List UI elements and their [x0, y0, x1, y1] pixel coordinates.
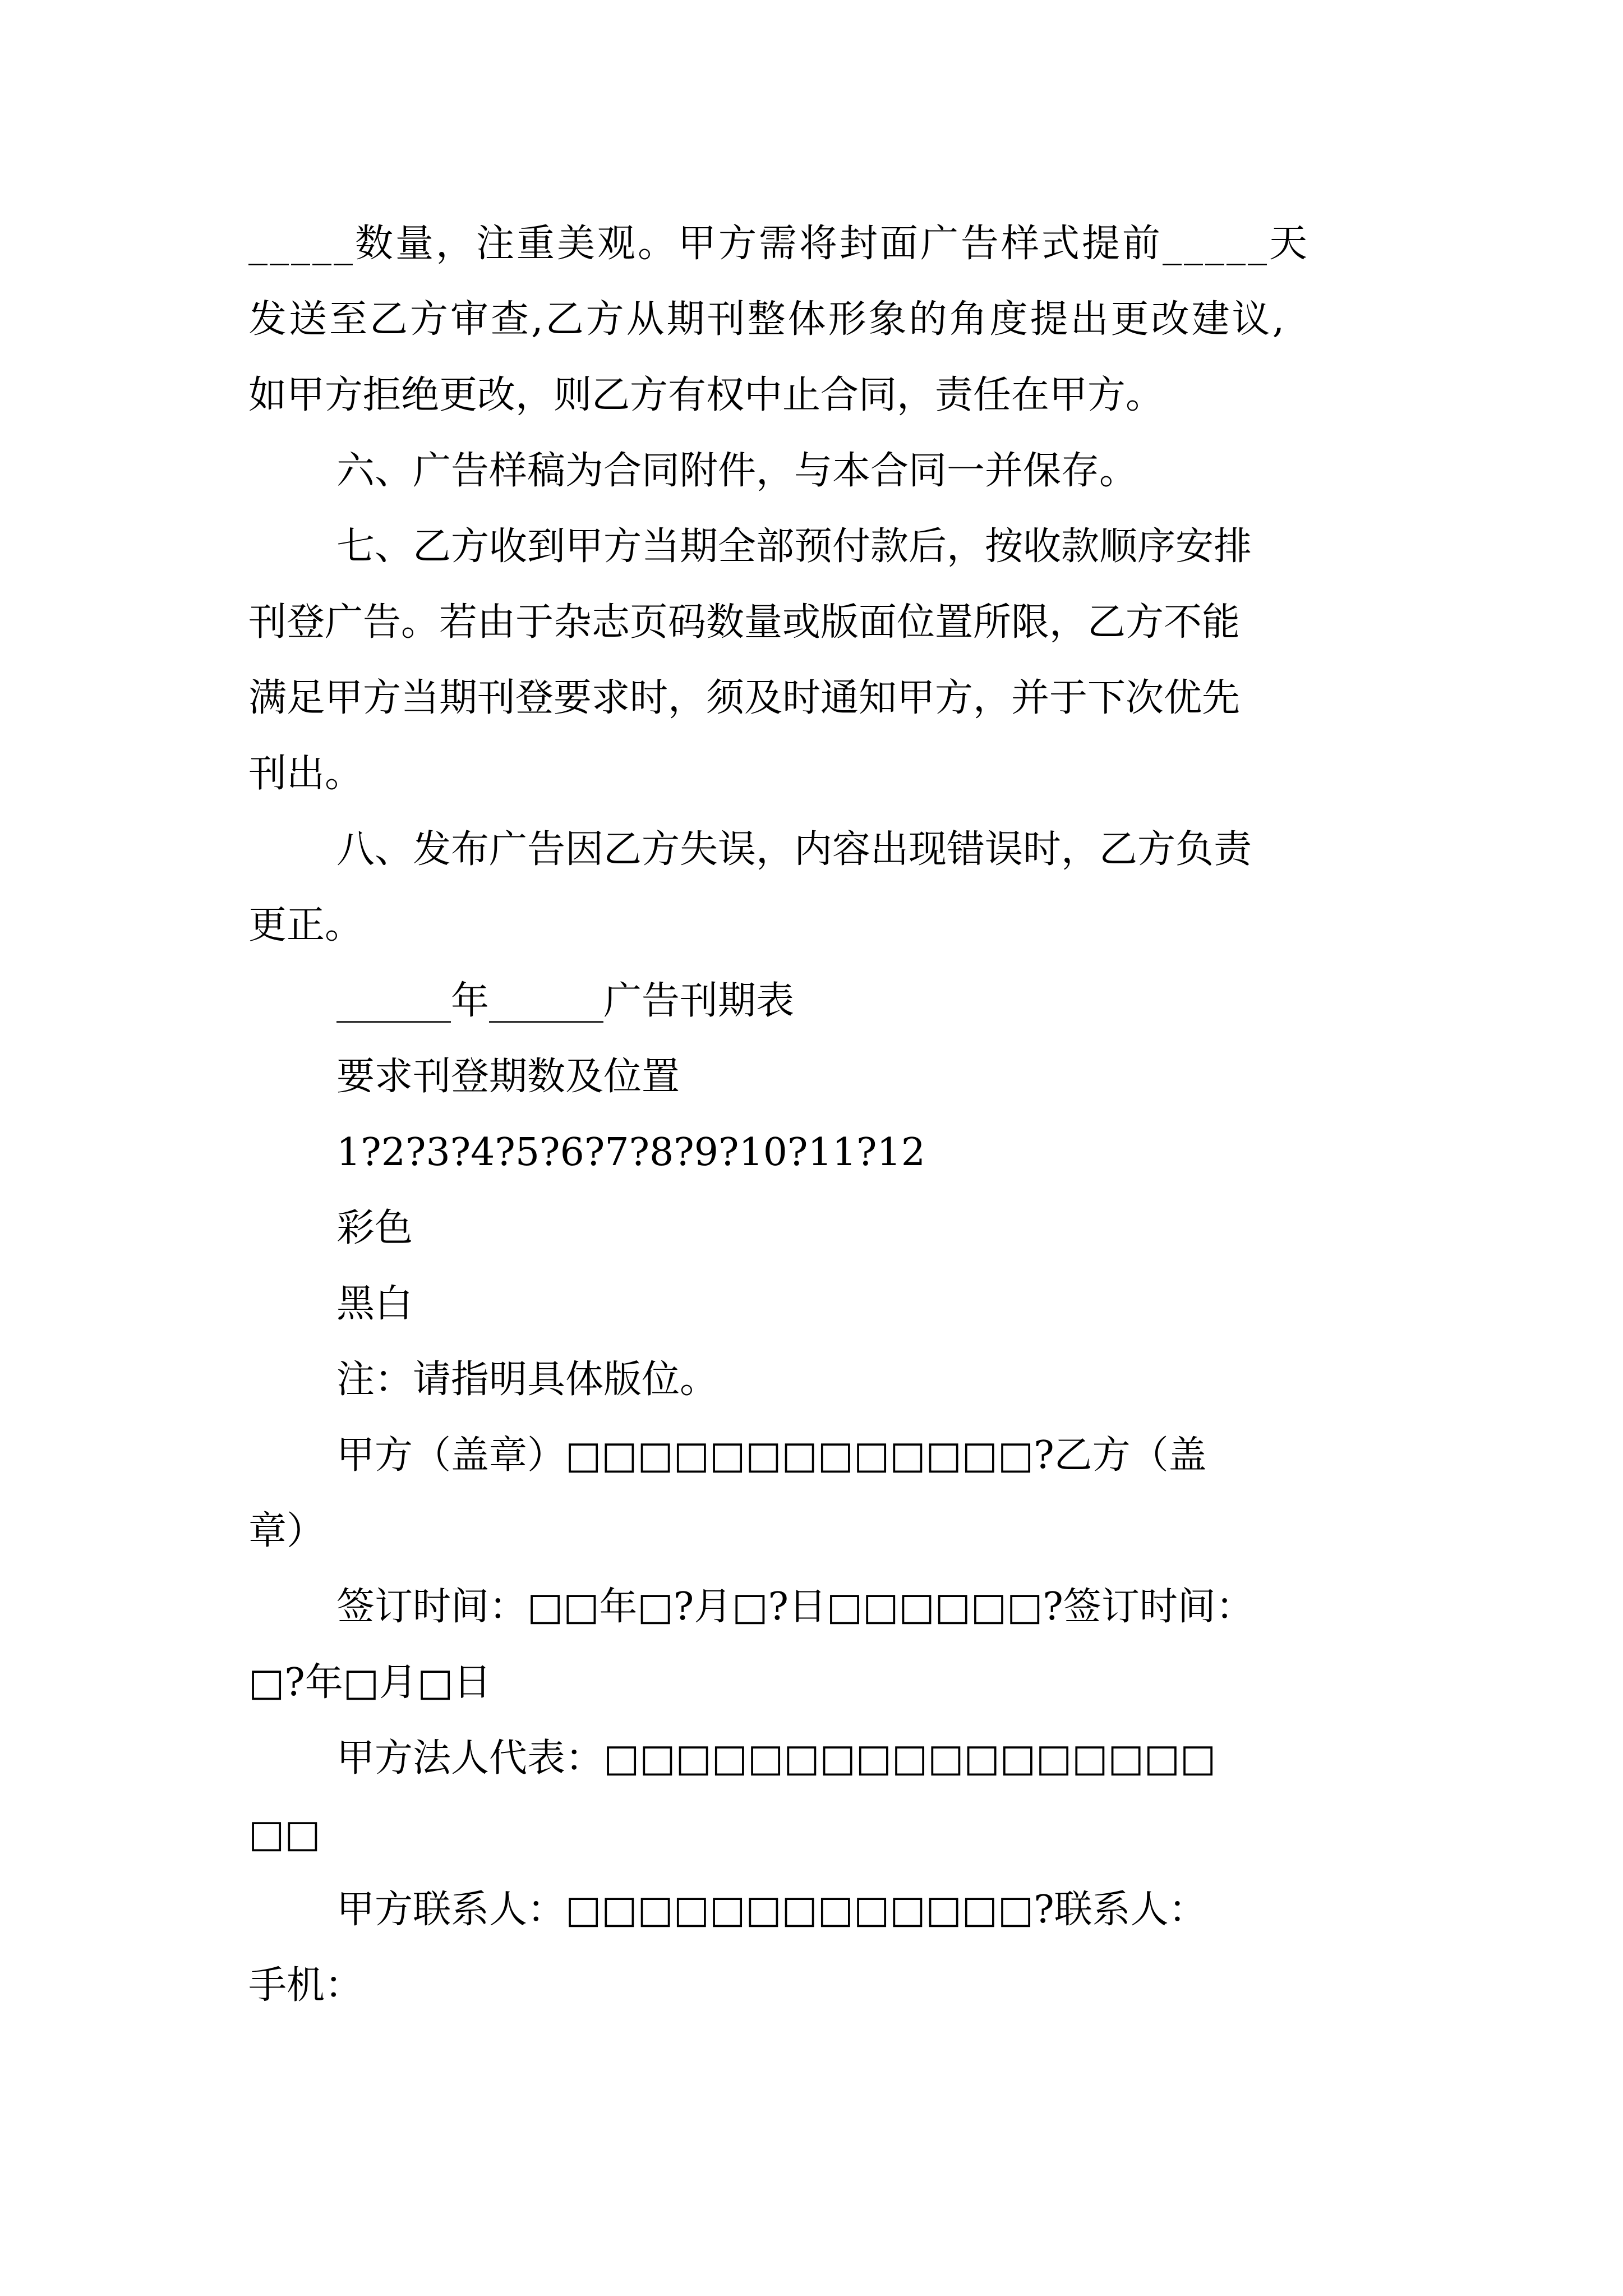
schedule-requirement-label: 要求刊登期数及位置 — [336, 1055, 680, 1099]
clause-7-line-4: 刊出。 — [248, 752, 363, 796]
legal-representative-line-2: □□ — [248, 1812, 321, 1856]
issue-numbers-row: 1?2?3?4?5?6?7?8?9?10?11?12 — [336, 1130, 925, 1175]
clause-7-line-3: 满足甲方当期刊登要求时，须及时通知甲方，并于下次优先 — [248, 676, 1241, 720]
contact-person-line: 甲方联系人：□□□□□□□□□□□□□?联系人： — [336, 1888, 1207, 1932]
paragraph-5-continued-line-3: 如甲方拒绝更改，则乙方有权中止合同，责任在甲方。 — [248, 373, 1164, 417]
clause-7-line-1: 七、乙方收到甲方当期全部预付款后，按收款顺序安排 — [336, 524, 1252, 569]
clause-6: 六、广告样稿为合同附件，与本合同一并保存。 — [336, 449, 1138, 493]
party-b-seal-line-2: 章） — [248, 1509, 325, 1553]
clause-7-line-2: 刊登广告。若由于杂志页码数量或版面位置所限，乙方不能 — [248, 600, 1241, 645]
schedule-table-title: ______年______广告刊期表 — [336, 979, 795, 1023]
clause-8-line-2: 更正。 — [248, 903, 363, 947]
clause-8-line-1: 八、发布广告因乙方失误，内容出现错误时，乙方负责 — [336, 827, 1252, 872]
party-a-seal-line-1: 甲方（盖章）□□□□□□□□□□□□□?乙方（盖 — [336, 1433, 1207, 1478]
legal-representative-line-1: 甲方法人代表：□□□□□□□□□□□□□□□□□ — [336, 1736, 1216, 1780]
signing-date-line-1: 签订时间：□□年□?月□?日□□□□□□?签订时间： — [336, 1585, 1254, 1629]
paragraph-5-continued-line-2: 发送至乙方审查,乙方从期刊整体形象的角度提出更改建议, — [248, 297, 1287, 342]
signing-date-line-2: □?年□月□日 — [248, 1660, 492, 1705]
schedule-note: 注：请指明具体版位。 — [336, 1358, 718, 1402]
color-row-label: 彩色 — [336, 1206, 413, 1250]
paragraph-5-continued-line-1: _____数量，注重美观。甲方需将封面广告样式提前_____天 — [248, 222, 1310, 266]
mobile-label: 手机： — [248, 1963, 363, 2008]
black-white-row-label: 黑白 — [336, 1282, 413, 1326]
